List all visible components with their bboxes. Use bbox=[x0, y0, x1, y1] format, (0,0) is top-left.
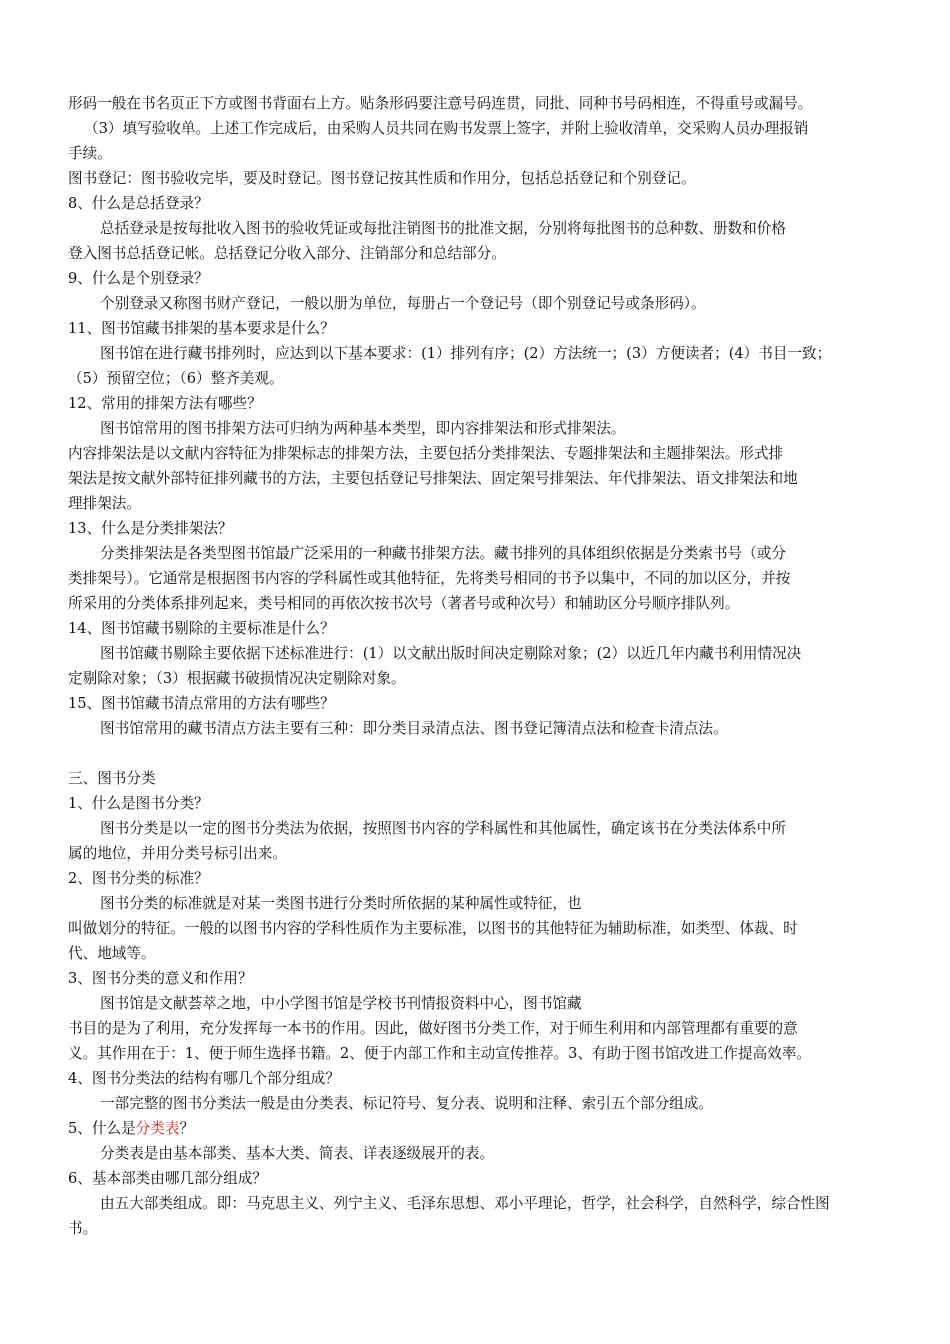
paragraph-line: 形码一般在书名页正下方或图书背面右上方。贴条形码要注意号码连贯，同批、同种书号码相连，不得重号或漏号。 bbox=[68, 95, 813, 112]
paragraph-line: 图书馆在进行藏书排列时，应达到以下基本要求：(1）排列有序；(2）方法统一；(3）方便读者；(4）书目一致； bbox=[100, 345, 832, 362]
paragraph-line: 图书分类是以一定的图书分类法为依据，按照图书内容的学科属性和其他属性，确定该书在分类法体系中所 bbox=[100, 820, 786, 837]
question-heading: 2、图书分类的标准？ bbox=[68, 870, 209, 887]
paragraph-line: 分类排架法是各类型图书馆最广泛采用的一种藏书排架方法。藏书排列的具体组织依据是分类索书号（或分 bbox=[100, 545, 786, 562]
section-heading: 三、图书分类 bbox=[68, 770, 156, 787]
highlighted-term: 分类表 bbox=[135, 1120, 180, 1137]
paragraph-line: 义。其作用在于：1、便于师生选择书籍。2、便于内部工作和主动宣传推荐。3、有助于图书馆改进工作提高效率。 bbox=[68, 1045, 811, 1062]
paragraph-line: 所采用的分类体系排列起来，类号相同的再依次按书次号（著者号或种次号）和辅助区分号顺序排队列。 bbox=[68, 595, 740, 612]
paragraph-line: 总括登录是按每批收入图书的验收凭证或每批注销图书的批准文据，分别将每批图书的总种数、册数和价格 bbox=[100, 220, 786, 237]
paragraph-line: 一部完整的图书分类法一般是由分类表、标记符号、复分表、说明和注释、索引五个部分组成。 bbox=[100, 1095, 713, 1112]
question-heading: 9、什么是个别登录？ bbox=[68, 270, 209, 287]
question-heading: 12、常用的排架方法有哪些？ bbox=[68, 395, 262, 412]
question-heading bbox=[68, 1119, 194, 1139]
question-heading: 13、什么是分类排架法？ bbox=[68, 520, 233, 537]
paragraph-line: 登入图书总括登记帐。总括登记分收入部分、注销部分和总结部分。 bbox=[68, 245, 506, 262]
paragraph-line: 图书登记：图书验收完毕，要及时登记。图书登记按其性质和作用分，包括总括登记和个别登记。 bbox=[68, 170, 696, 187]
question-heading: 11、图书馆藏书排架的基本要求是什么？ bbox=[68, 320, 335, 337]
paragraph-line: 书。 bbox=[68, 1220, 98, 1237]
question-heading: 4、图书分类法的结构有哪几个部分组成？ bbox=[68, 1070, 340, 1087]
paragraph-line: 手续。 bbox=[68, 145, 112, 162]
question-suffix: ？ bbox=[179, 1120, 195, 1137]
paragraph-line: 属的地位，并用分类号标引出来。 bbox=[68, 845, 287, 862]
paragraph-line: 叫做划分的特征。一般的以图书内容的学科性质作为主要标准，以图书的其他特征为辅助标准，如类型、体裁、时 bbox=[68, 920, 798, 937]
question-prefix: 5、什么是 bbox=[68, 1120, 136, 1137]
paragraph-line: 理排架法。 bbox=[68, 495, 141, 512]
paragraph-line: （3）填写验收单。上述工作完成后，由采购人员共同在购书发票上签字，并附上验收清单，交采购人员办理报销 bbox=[84, 120, 809, 137]
paragraph-line: 定剔除对象；（3）根据藏书破损情况决定剔除对象。 bbox=[68, 670, 406, 687]
paragraph-line: 图书馆是文献荟萃之地，中小学图书馆是学校书刊情报资料中心，图书馆藏 bbox=[100, 995, 582, 1012]
paragraph-line: 图书馆常用的藏书清点方法主要有三种：即分类目录清点法、图书登记簿清点法和检查卡清点法。 bbox=[100, 720, 728, 737]
question-heading: 6、基本部类由哪几部分组成？ bbox=[68, 1170, 268, 1187]
paragraph-line: 分类表是由基本部类、基本大类、简表、详表逐级展开的表。 bbox=[100, 1145, 495, 1162]
paragraph-line: 书目的是为了利用，充分发挥每一本书的作用。因此，做好图书分类工作，对于师生利用和内部管理都有重要的意 bbox=[68, 1020, 798, 1037]
paragraph-line: 由五大部类组成。即：马克思主义、列宁主义、毛泽东思想、邓小平理论，哲学，社会科学，自然科学，综合性图 bbox=[100, 1195, 830, 1212]
paragraph-line: 类排架号）。它通常是根据图书内容的学科属性或其他特征，先将类号相同的书予以集中，不同的加以区分，并按 bbox=[68, 570, 791, 587]
paragraph-line: 内容排架法是以文献内容特征为排架标志的排架方法，主要包括分类排架法、专题排架法和主题排架法。形式排 bbox=[68, 445, 784, 462]
question-heading: 14、图书馆藏书剔除的主要标准是什么？ bbox=[68, 620, 335, 637]
paragraph-line: 图书馆藏书剔除主要依据下述标准进行：(1）以文献出版时间决定剔除对象；(2）以近几年内藏书利用情况决 bbox=[100, 645, 802, 662]
question-heading: 15、图书馆藏书清点常用的方法有哪些？ bbox=[68, 695, 335, 712]
question-heading: 8、什么是总括登录？ bbox=[68, 195, 209, 212]
paragraph-line: （5）预留空位；（6）整齐美观。 bbox=[68, 370, 284, 387]
question-heading: 3、图书分类的意义和作用？ bbox=[68, 970, 253, 987]
paragraph-line: 个别登录又称图书财产登记，一般以册为单位，每册占一个登记号（即个别登记号或条形码）。 bbox=[100, 295, 706, 312]
question-heading: 1、什么是图书分类？ bbox=[68, 795, 209, 812]
paragraph-line: 图书分类的标准就是对某一类图书进行分类时所依据的某种属性或特征，也 bbox=[100, 895, 582, 912]
paragraph-line: 代、地域等。 bbox=[68, 945, 156, 962]
paragraph-line: 图书馆常用的图书排架方法可归纳为两种基本类型，即内容排架法和形式排架法。 bbox=[100, 420, 626, 437]
paragraph-line: 架法是按文献外部特征排列藏书的方法，主要包括登记号排架法、固定架号排架法、年代排架法、语文排架法和地 bbox=[68, 470, 798, 487]
